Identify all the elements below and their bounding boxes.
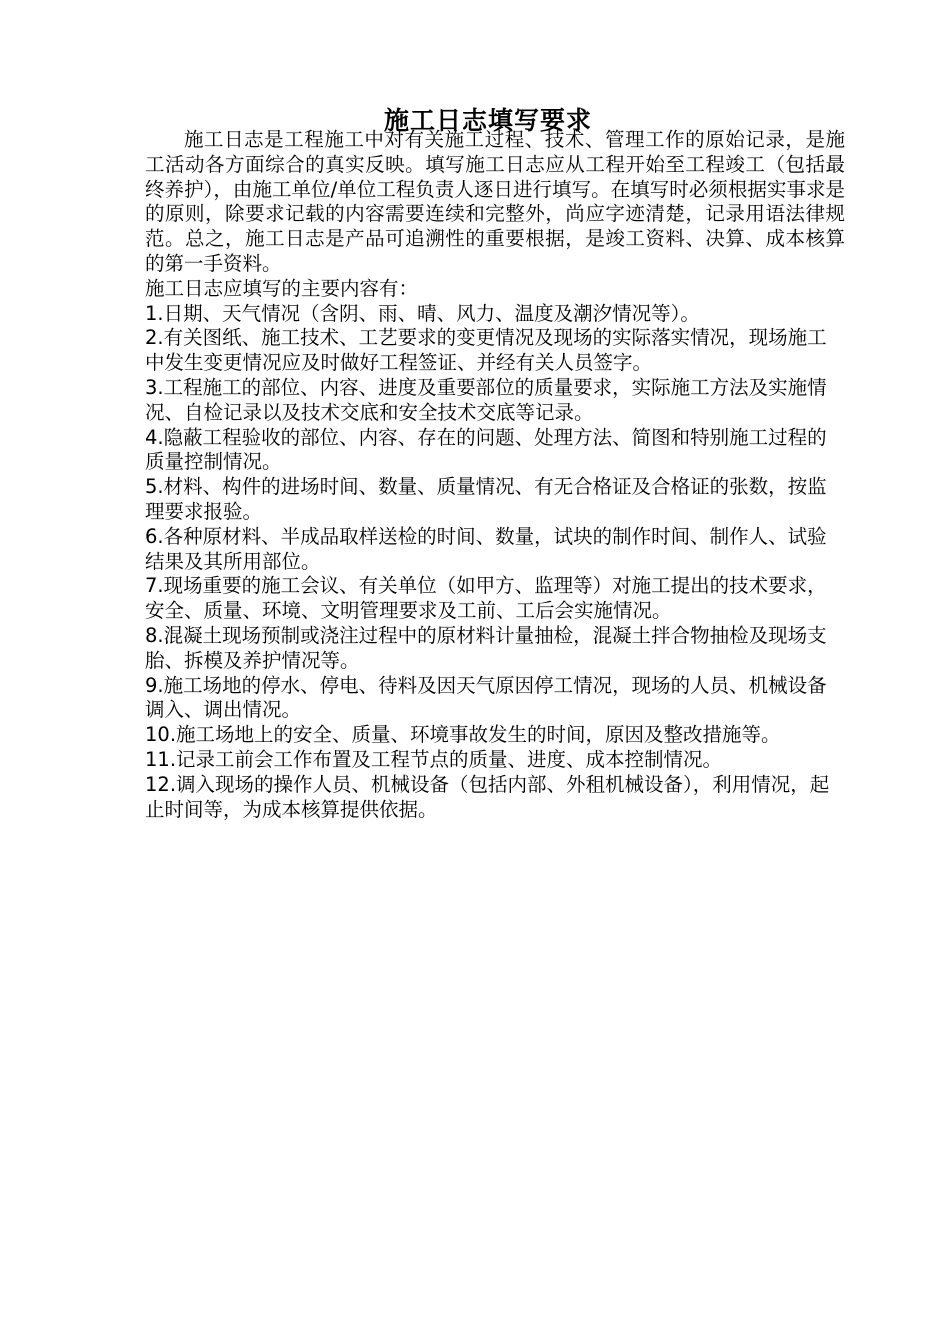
list-item: 2.有关图纸、施工技术、工艺要求的变更情况及现场的实际落实情况，现场施工中发生变更情况应及时做好工程签证、并经有关人员签字。 — [145, 326, 827, 375]
page-title: 施工日志填写要求 — [383, 105, 592, 135]
list-item: 10.施工场地上的安全、质量、环境事故发生的时间，原因及整改措施等。 — [145, 723, 781, 747]
list-item: 5.材料、构件的进场时间、数量、质量情况、有无合格证及合格证的张数，按监理要求报验。 — [145, 475, 827, 523]
list-item: 1.日期、天气情况（含阴、雨、晴、风力、温度及潮汐情况等）。 — [145, 301, 700, 325]
intro-paragraph: 施工日志是工程施工中对有关施工过程、技术、管理工作的原始记录，是施工活动各方面综合的真实反映。填写施工日志应从工程开始至工程竣工（包括最终养护），由施工单位/单位工程负责人逐日进行填写。在填写时必须根据实事求是的原则，除要求记载的内容需要连续和完整外，尚应字迹清楚，记录用语法律规范。总之，施工日志是产品可追溯性的重要根据，是竣工资料、决算、成本核算的第一手资料。 — [145, 128, 845, 275]
list-item: 8.混凝土现场预制或浇注过程中的原材料计量抽检，混凝土拌合物抽检及现场支胎、拆模及养护情况等。 — [145, 623, 827, 672]
list-item: 12.调入现场的操作人员、机械设备（包括内部、外租机械设备），利用情况，起止时间等，为成本核算提供依据。 — [145, 772, 830, 821]
list-item: 7.现场重要的施工会议、有关单位（如甲方、监理等）对施工提出的技术要求，安全、质量、环境、文明管理要求及工前、工后会实施情况。 — [145, 574, 827, 623]
list-item: 3.工程施工的部位、内容、进度及重要部位的质量要求，实际施工方法及实施情况、自检记录以及技术交底和安全技术交底等记录。 — [145, 375, 827, 424]
list-heading: 施工日志应填写的主要内容有： — [145, 276, 419, 300]
list-item: 6.各种原材料、半成品取样送检的时间、数量，试块的制作时间、制作人、试验结果及其所用部位。 — [145, 524, 827, 573]
list-item: 11.记录工前会工作布置及工程节点的质量、进度、成本控制情况。 — [145, 747, 723, 771]
list-item: 4.隐蔽工程验收的部位、内容、存在的问题、处理方法、简图和特别施工过程的质量控制情况。 — [145, 425, 827, 474]
list-item: 9.施工场地的停水、停电、待料及因天气原因停工情况，现场的人员、机械设备调入、调出情况。 — [145, 673, 827, 722]
document-body — [145, 128, 845, 822]
